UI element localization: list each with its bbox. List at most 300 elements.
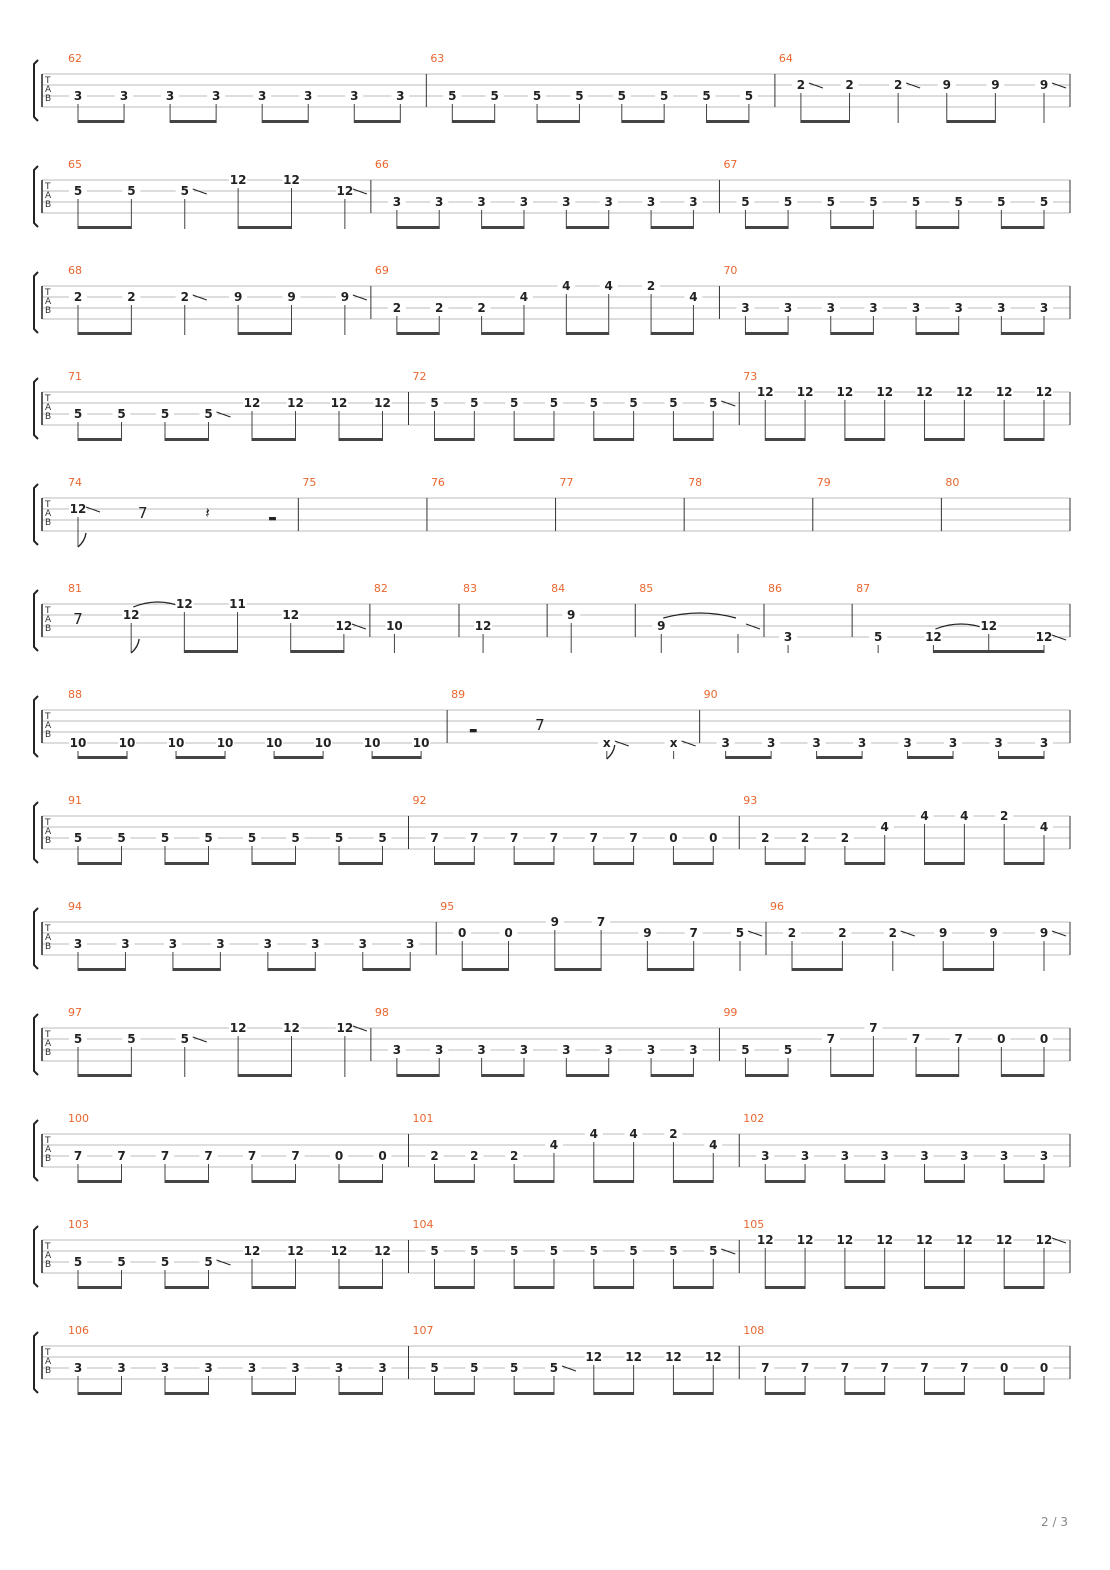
fret-number: 3 xyxy=(435,1043,444,1057)
tab-clef: B xyxy=(45,518,52,528)
beam xyxy=(397,332,439,335)
fret-number: 7 xyxy=(204,1149,213,1163)
fret-number: 9 xyxy=(989,926,998,940)
fret-number: 3 xyxy=(857,736,867,750)
measure xyxy=(68,1006,371,1077)
fret-number: 9 xyxy=(287,290,296,304)
fret-number: 3 xyxy=(880,1149,889,1163)
fret-number: 3 xyxy=(840,1149,850,1163)
fret-number: 12 xyxy=(122,608,140,622)
fret-number: 7 xyxy=(954,1032,963,1046)
fret-number: 2 xyxy=(787,926,797,940)
tab-clef: A xyxy=(45,615,52,625)
beam xyxy=(745,226,788,229)
beam xyxy=(482,226,524,229)
beam xyxy=(925,1180,965,1183)
measure-number: 88 xyxy=(68,688,82,701)
beam xyxy=(268,968,315,971)
fret-number: 5 xyxy=(589,396,598,410)
fret-number: 2 xyxy=(470,1149,479,1163)
tab-clef: B xyxy=(45,1048,52,1058)
beam xyxy=(801,120,850,123)
beam xyxy=(594,1286,634,1289)
measure xyxy=(412,1112,739,1183)
tab-clef: B xyxy=(45,200,52,210)
fret-number: 3 xyxy=(994,736,1003,750)
tab-clef: B xyxy=(45,624,52,634)
fret-number: 3 xyxy=(869,301,878,315)
measure-number: 99 xyxy=(723,1006,738,1019)
fret-number: 2 xyxy=(430,1149,439,1163)
beam xyxy=(1004,1180,1044,1183)
measure xyxy=(412,794,739,865)
fret-number: 12 xyxy=(665,1350,682,1364)
measure xyxy=(375,158,720,229)
fret-number: 3 xyxy=(477,195,486,209)
beam xyxy=(339,1392,382,1395)
tab-clef: A xyxy=(45,827,52,837)
measure xyxy=(768,582,852,653)
measure-number: 85 xyxy=(639,582,654,595)
fret-number: 3 xyxy=(519,195,529,209)
beam xyxy=(555,968,601,971)
fret-number: 10 xyxy=(386,619,403,633)
fret-number: 0 xyxy=(997,1032,1006,1046)
beam xyxy=(817,756,862,759)
fret-number: 3 xyxy=(761,1149,770,1163)
fret-number: 4 xyxy=(880,820,889,834)
beam xyxy=(397,1074,439,1077)
fret-number: 3 xyxy=(73,937,83,951)
beam xyxy=(514,1392,554,1395)
fret-number: 9 xyxy=(1039,78,1049,92)
fret-number: 3 xyxy=(689,195,698,209)
beam xyxy=(434,438,474,441)
measure-number: 64 xyxy=(778,52,793,65)
fret-number: 3 xyxy=(477,1043,486,1057)
measure-number: 102 xyxy=(743,1112,765,1125)
beam xyxy=(514,438,554,441)
tab-clef: A xyxy=(45,509,52,519)
fret-number: 3 xyxy=(396,89,405,103)
measure-number: 68 xyxy=(68,264,82,277)
measure-number: 70 xyxy=(723,264,738,277)
fret-number: 12 xyxy=(796,385,814,399)
tab-system xyxy=(34,688,1070,759)
fret-number: 5 xyxy=(997,195,1006,209)
fret-number: 12 xyxy=(175,597,193,611)
measure xyxy=(856,582,1070,653)
beam xyxy=(1001,332,1044,335)
beam xyxy=(916,226,959,229)
rest: ▬ xyxy=(468,726,478,736)
fret-number: 3 xyxy=(741,301,750,315)
beam xyxy=(462,968,508,971)
measure xyxy=(551,582,635,653)
fret-number: 4 xyxy=(960,809,969,823)
tab-clef: B xyxy=(45,730,52,740)
fret-number: 3 xyxy=(358,937,367,951)
fret-number: 5 xyxy=(448,89,457,103)
fret-number: 7 xyxy=(73,1149,83,1163)
beam xyxy=(452,120,494,123)
fret-number: 4 xyxy=(549,1138,559,1152)
system-bracket xyxy=(34,272,38,333)
measure-number: 87 xyxy=(856,582,871,595)
system-bracket xyxy=(34,1120,38,1181)
fret-number: 3 xyxy=(800,1149,810,1163)
measure xyxy=(743,370,1070,441)
tab-system xyxy=(34,1218,1070,1289)
beam xyxy=(566,332,608,335)
fret-number: 5 xyxy=(549,1361,559,1375)
beam xyxy=(916,1074,959,1077)
fret-number: 2 xyxy=(800,831,810,845)
tab-clef: A xyxy=(45,721,52,731)
beam xyxy=(78,438,121,441)
beam xyxy=(594,1392,634,1395)
fret-number: 5 xyxy=(549,396,559,410)
tab-system xyxy=(34,582,1070,653)
measure xyxy=(463,582,547,653)
measure-number: 84 xyxy=(551,582,566,595)
fret-number: 3 xyxy=(826,301,835,315)
fret-number: 10 xyxy=(69,736,87,750)
beam xyxy=(238,332,291,335)
fret-number: 3 xyxy=(911,301,921,315)
measure xyxy=(431,476,556,531)
fret-number: 5 xyxy=(291,831,300,845)
fret-number: 5 xyxy=(127,184,136,198)
fret-number: 4 xyxy=(604,279,613,293)
measure xyxy=(374,582,459,653)
fret-number: 2 xyxy=(761,831,770,845)
fret-number: 2 xyxy=(796,78,806,92)
measure-number: 74 xyxy=(68,476,82,489)
fret-number: 5 xyxy=(204,1255,213,1269)
fret-number: 5 xyxy=(783,195,793,209)
fret-number: 5 xyxy=(589,1244,598,1258)
measure xyxy=(68,1112,408,1183)
fret-number: 3 xyxy=(73,89,83,103)
fret-number: 7 xyxy=(800,1361,810,1375)
fret-number: 3 xyxy=(1039,301,1049,315)
beam xyxy=(165,1180,208,1183)
tab-clef: T xyxy=(45,394,51,404)
page-number: 2 / 3 xyxy=(1041,1515,1068,1529)
fret-number: 0 xyxy=(669,831,678,845)
fret-number: 7 xyxy=(549,831,559,845)
fret-number: 3 xyxy=(948,736,958,750)
beam xyxy=(673,1392,713,1395)
fret-number: 2 xyxy=(888,926,897,940)
measure xyxy=(817,476,942,531)
fret-number: 12 xyxy=(330,396,348,410)
beam xyxy=(925,862,965,865)
fret-number: 7 xyxy=(880,1361,889,1375)
system-bracket xyxy=(34,60,38,121)
tab-clef: T xyxy=(45,76,51,86)
beam xyxy=(765,438,805,441)
beam xyxy=(434,862,474,865)
fret-number: 3 xyxy=(160,1361,170,1375)
beam xyxy=(594,862,634,865)
fret-number: 3 xyxy=(378,1361,387,1375)
fret-number: 9 xyxy=(991,78,1000,92)
fret-number: 2 xyxy=(477,301,486,315)
fret-number: 12 xyxy=(585,1350,603,1364)
fret-number: 5 xyxy=(117,831,126,845)
measure xyxy=(302,476,427,531)
fret-number: 10 xyxy=(167,736,185,750)
fret-number: 9 xyxy=(942,78,951,92)
fret-number: 3 xyxy=(562,195,571,209)
fret-number: 5 xyxy=(117,407,126,421)
fret-number: 3 xyxy=(263,937,273,951)
fret-number: 9 xyxy=(550,915,559,929)
tab-clef: A xyxy=(45,297,52,307)
fret-number: 12 xyxy=(916,385,933,399)
fret-number: 3 xyxy=(1039,1149,1049,1163)
measure-number: 77 xyxy=(559,476,574,489)
beam xyxy=(1004,438,1044,441)
beam xyxy=(673,1180,713,1183)
fret-number: 3 xyxy=(960,1149,969,1163)
system-bracket xyxy=(34,1014,38,1075)
beam xyxy=(372,756,421,759)
fret-number: 5 xyxy=(180,1032,189,1046)
measure xyxy=(743,1218,1070,1289)
measure xyxy=(375,264,720,335)
beam xyxy=(339,438,382,441)
measure xyxy=(451,688,700,759)
tab-clef: B xyxy=(45,412,52,422)
fret-number: 9 xyxy=(939,926,948,940)
fret-number: 3 xyxy=(258,89,267,103)
tab-clef: A xyxy=(45,403,52,413)
fret-number: 3 xyxy=(783,301,793,315)
measure-number: 66 xyxy=(374,158,389,171)
fret-number: 3 xyxy=(350,89,359,103)
fret-number: 2 xyxy=(999,809,1009,823)
fret-number: 7 xyxy=(960,1361,969,1375)
beam xyxy=(252,862,295,865)
fret-number: 12 xyxy=(995,385,1013,399)
fret-number: 2 xyxy=(392,301,402,315)
measure-number: 98 xyxy=(374,1006,389,1019)
fret-number: 9 xyxy=(1039,926,1049,940)
measure-number: 79 xyxy=(816,476,831,489)
fret-number: 3 xyxy=(646,195,656,209)
fret-number: 7 xyxy=(430,831,439,845)
fret-number: 2 xyxy=(646,279,656,293)
measure xyxy=(639,582,764,653)
fret-number: 5 xyxy=(575,89,584,103)
fret-number: 12 xyxy=(625,1350,642,1364)
fret-number: 12 xyxy=(229,1021,247,1035)
fret-number: 3 xyxy=(721,736,730,750)
beam xyxy=(78,332,131,335)
beam xyxy=(291,650,344,653)
fret-number: 5 xyxy=(204,831,213,845)
fret-number: 7 xyxy=(596,915,606,929)
fret-number: 3 xyxy=(291,1361,300,1375)
beam xyxy=(176,756,225,759)
measure xyxy=(68,264,371,335)
beam xyxy=(339,1286,382,1289)
fret-number: 3 xyxy=(954,301,963,315)
fret-number: 7 xyxy=(629,831,638,845)
fret-number: 12 xyxy=(980,619,998,633)
fret-number: 12 xyxy=(995,1233,1013,1247)
fret-number: 10 xyxy=(363,736,381,750)
fret-number: 5 xyxy=(509,396,519,410)
beam xyxy=(845,438,885,441)
fret-number: 7 xyxy=(761,1361,770,1375)
fret-number: 5 xyxy=(204,407,213,421)
fret-number: 12 xyxy=(336,1021,354,1035)
fret-number: 10 xyxy=(412,736,430,750)
beam xyxy=(765,1180,805,1183)
measure-number: 72 xyxy=(412,370,427,383)
fret-number: 12 xyxy=(796,1233,814,1247)
fret-number: 12 xyxy=(704,1350,722,1364)
fret-number: 10 xyxy=(118,736,136,750)
fret-number: 2 xyxy=(73,290,83,304)
fret-number: 5 xyxy=(741,195,750,209)
beam xyxy=(673,862,713,865)
measure-number: 71 xyxy=(68,370,82,383)
measure xyxy=(412,1324,739,1395)
fret-number: 4 xyxy=(709,1138,718,1152)
fret-number: 12 xyxy=(956,1233,973,1247)
fret-number: 7 xyxy=(117,1149,126,1163)
fret-number: 0 xyxy=(458,926,467,940)
fret-number: 5 xyxy=(73,1255,83,1269)
system-bracket xyxy=(34,378,38,439)
system-bracket xyxy=(34,484,38,545)
fret-number: 12 xyxy=(243,396,261,410)
fret-number: 5 xyxy=(180,184,189,198)
fret-number: 5 xyxy=(659,89,669,103)
fret-number: 12 xyxy=(876,385,894,399)
fret-number: 3 xyxy=(406,937,415,951)
beam xyxy=(1004,1392,1044,1395)
rest: 7 xyxy=(73,610,83,628)
beam xyxy=(184,650,237,653)
beam xyxy=(482,1074,524,1077)
fret-number: 2 xyxy=(893,78,903,92)
beam xyxy=(651,226,693,229)
fret-number: 5 xyxy=(470,396,479,410)
fret-number: 5 xyxy=(532,89,542,103)
tab-clef: A xyxy=(45,933,52,943)
measure-number: 91 xyxy=(68,794,82,807)
fret-number: 0 xyxy=(504,926,513,940)
measure xyxy=(68,900,436,971)
fret-number: 3 xyxy=(903,736,912,750)
tab-clef: T xyxy=(45,288,51,298)
fret-number: 12 xyxy=(1035,385,1053,399)
beam xyxy=(933,650,988,653)
measure xyxy=(440,900,766,971)
beam xyxy=(925,1392,965,1395)
note-flag xyxy=(78,533,86,547)
fret-number: 3 xyxy=(783,630,793,644)
tab-clef: B xyxy=(45,306,52,316)
fret-number: 4 xyxy=(1039,820,1049,834)
fret-number: 5 xyxy=(741,1043,750,1057)
beam xyxy=(989,650,1044,653)
tab-clef: T xyxy=(45,1348,51,1358)
tab-clef: B xyxy=(45,1154,52,1164)
fret-number: 3 xyxy=(562,1043,571,1057)
beam xyxy=(252,1392,295,1395)
fret-number: 3 xyxy=(435,195,444,209)
measure-number: 63 xyxy=(430,52,445,65)
tab-clef: T xyxy=(45,924,51,934)
measure xyxy=(68,1324,408,1395)
fret-number: 7 xyxy=(840,1361,850,1375)
measure-number: 73 xyxy=(743,370,758,383)
fret-number: 3 xyxy=(304,89,313,103)
fret-number: 12 xyxy=(287,1244,304,1258)
fret-number: 12 xyxy=(756,1233,774,1247)
fret-number: 10 xyxy=(265,736,283,750)
measure xyxy=(704,688,1070,759)
beam xyxy=(845,1392,885,1395)
measure xyxy=(412,1218,739,1289)
fret-number: 5 xyxy=(702,89,711,103)
fret-number: 5 xyxy=(160,831,170,845)
beam xyxy=(363,968,410,971)
beam xyxy=(673,438,713,441)
beam xyxy=(792,968,842,971)
tab-clef: B xyxy=(45,1260,52,1270)
fret-number: 7 xyxy=(247,1149,257,1163)
fret-number: 0 xyxy=(999,1361,1009,1375)
measure-number: 86 xyxy=(768,582,783,595)
fret-number: 3 xyxy=(997,301,1006,315)
measure-number: 108 xyxy=(743,1324,765,1337)
fret-number: 9 xyxy=(340,290,350,304)
fret-number: 2 xyxy=(840,831,850,845)
fret-number: 3 xyxy=(247,1361,257,1375)
fret-number: 3 xyxy=(211,89,221,103)
measure-number: 104 xyxy=(412,1218,434,1231)
fret-number: 2 xyxy=(127,290,136,304)
beam xyxy=(78,226,131,229)
note-flag xyxy=(131,639,139,653)
fret-number: 5 xyxy=(735,926,745,940)
beam xyxy=(354,120,400,123)
fret-number: 5 xyxy=(709,1244,718,1258)
tab-clef: T xyxy=(45,1136,51,1146)
fret-number: 12 xyxy=(1035,630,1053,644)
fret-number: 0 xyxy=(334,1149,344,1163)
measure-number: 90 xyxy=(703,688,718,701)
tab-clef: A xyxy=(45,85,52,95)
beam xyxy=(262,120,308,123)
beam xyxy=(1001,226,1044,229)
beam xyxy=(434,1392,474,1395)
fret-number: x xyxy=(602,736,611,750)
measure-number: 76 xyxy=(430,476,445,489)
fret-number: 5 xyxy=(669,1244,678,1258)
fret-number: 3 xyxy=(168,937,178,951)
fret-number: 12 xyxy=(283,1021,300,1035)
measure-number: 82 xyxy=(373,582,388,595)
